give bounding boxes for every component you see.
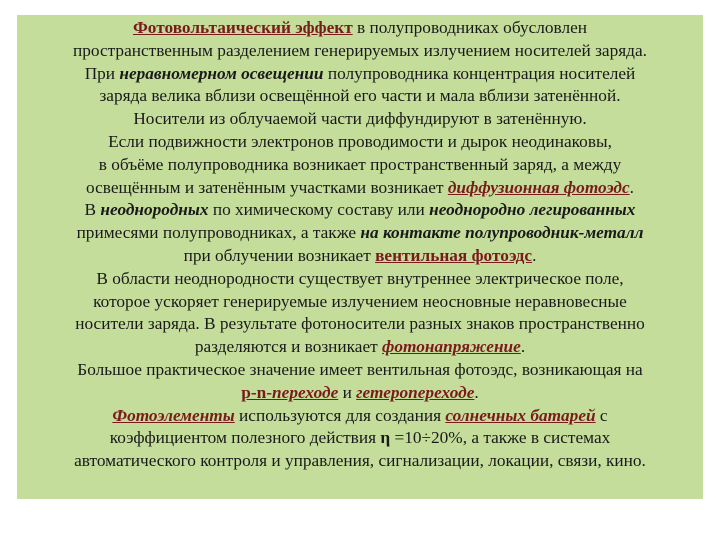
text-segment: полупроводника концентрация носителей <box>323 63 636 83</box>
term-photocells: Фотоэлементы <box>112 405 235 425</box>
text-segment: освещённым и затенённым участками возникает <box>86 177 448 197</box>
text-segment: в полупроводниках обусловлен <box>352 18 588 37</box>
emphasis-inhomogeneous: неоднородных <box>100 200 209 220</box>
emphasis-semiconductor-metal-contact: на контакте полупроводник-металл <box>360 223 644 243</box>
term-diffusion-photoemf: диффузионная фотоэдс <box>447 177 630 197</box>
text-line-13 <box>17 291 703 314</box>
text-segment: которое ускоряет генерируемые излучением неосновные неравновесные <box>93 291 627 311</box>
text-segment: =10÷20%, а также в системах <box>390 428 611 448</box>
text-line-11 <box>17 245 703 268</box>
text-line-7 <box>17 154 703 177</box>
term-pn-prefix: p-n- <box>241 382 273 402</box>
text-line-4 <box>17 85 703 108</box>
text-segment: . <box>520 337 526 357</box>
text-segment: При <box>84 63 120 83</box>
slide-text <box>17 15 703 473</box>
text-line-15 <box>17 336 703 359</box>
eta-symbol: η <box>380 428 391 448</box>
emphasis-uneven-illumination: неравномерном освещении <box>119 63 324 83</box>
term-photovoltaic-effect: Фотовольтаический эффект <box>132 18 353 37</box>
text-segment: в объёме полупроводника возникает пространственный заряд, а между <box>98 154 622 174</box>
text-line-3 <box>17 63 703 86</box>
text-segment: автоматического контроля и управления, сигнализации, локации, связи, кино. <box>74 451 646 471</box>
text-line-20 <box>17 450 703 473</box>
text-segment: по химическому составу или <box>208 200 430 220</box>
text-segment: пространственным разделением генерируемых излучением носителей заряда. <box>73 40 647 60</box>
text-segment: разделяются и возникает <box>194 337 383 357</box>
text-segment: используются для создания <box>234 405 446 425</box>
text-segment: носители заряда. В результате фотоносители разных знаков пространственно <box>75 314 645 334</box>
slide-panel <box>17 15 703 499</box>
text-segment: и <box>338 382 357 402</box>
text-line-2 <box>17 40 703 63</box>
text-line-9 <box>17 199 703 222</box>
text-segment: Большое практическое значение имеет вентильная фотоэдс, возникающая на <box>77 359 643 379</box>
text-line-6 <box>17 131 703 154</box>
term-photovoltage: фотонапряжение <box>382 337 521 357</box>
text-line-16 <box>17 359 703 382</box>
text-line-18 <box>17 405 703 428</box>
text-line-5 <box>17 108 703 131</box>
text-segment: Носители из облучаемой части диффундируют в затенённую. <box>133 109 587 129</box>
text-line-19 <box>17 427 703 450</box>
text-segment: В <box>84 200 101 220</box>
text-line-14 <box>17 313 703 336</box>
text-segment: примесями полупроводниках, а также <box>76 223 361 243</box>
text-segment: . <box>474 382 479 402</box>
text-line-8 <box>17 177 703 200</box>
term-pn-junction: переходе <box>272 382 339 402</box>
term-valve-photoemf: вентильная фотоэдс <box>375 245 533 265</box>
text-segment: В области неоднородности существует внутреннее электрическое поле, <box>96 268 624 288</box>
emphasis-inhomogeneously-doped: неоднородно легированных <box>429 200 636 220</box>
text-segment: . <box>532 245 537 265</box>
text-segment: с <box>595 405 608 425</box>
text-line-17 <box>17 382 703 405</box>
text-segment: заряда велика вблизи освещённой его части и мала вблизи затенённой. <box>99 86 621 106</box>
term-heterojunction: гетеропереходе <box>356 382 475 402</box>
text-segment: . <box>629 177 634 197</box>
text-line-12 <box>17 268 703 291</box>
text-segment: при облучении возникает <box>183 245 376 265</box>
text-line-1 <box>17 17 703 40</box>
text-segment: Если подвижности электронов проводимости и дырок неодинаковы, <box>108 131 612 151</box>
term-solar-batteries: солнечных батарей <box>445 405 596 425</box>
text-line-10 <box>17 222 703 245</box>
text-segment: коэффициентом полезного действия <box>109 428 381 448</box>
